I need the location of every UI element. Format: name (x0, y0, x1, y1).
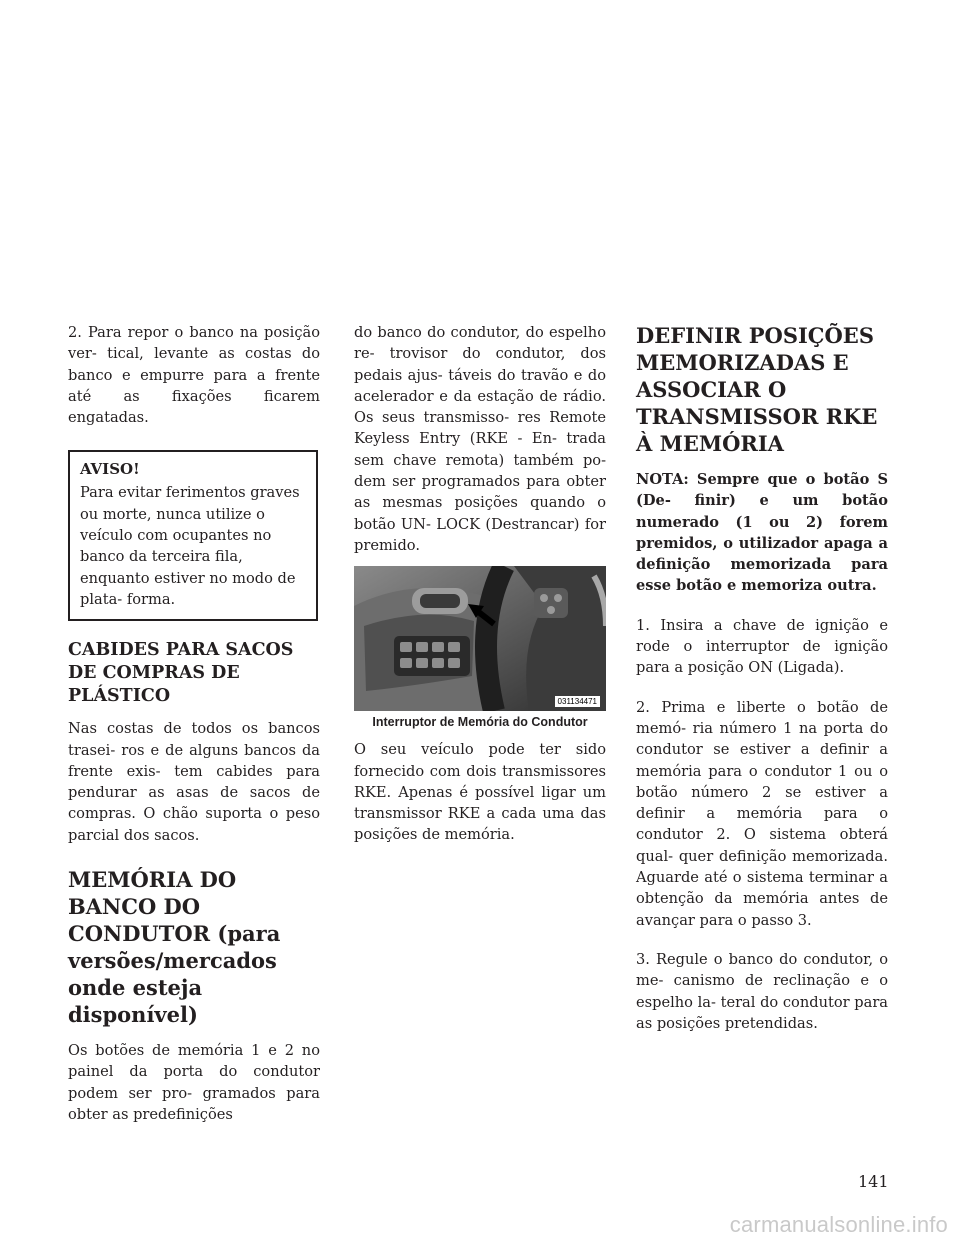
warning-text: Para evitar ferimentos graves ou morte, nunca utilize o veículo com ocupantes no banco da terceira fila, enquanto estiver no modo de plata- forma. (80, 484, 300, 608)
column-left (68, 322, 320, 1125)
column-right (636, 322, 888, 1034)
warning-box (68, 450, 318, 621)
step-2: 2. Prima e liberte o botão de memó- ria número 1 na porta do condutor se estiver a definir a memória para o condutor 1 ou o botão número 2 se estiver a definir a memória para o condutor 2. O sistema obterá qual- quer definição memorizada. Aguarde até o sistema terminar a obtenção da memória antes de avançar para o passo 3. (636, 698, 888, 929)
paragraph-memoria: Os botões de memória 1 e 2 no painel da porta do condutor podem ser pro- gramados para obter as predefinições (68, 1042, 320, 1123)
heading-definir-posicoes: DEFINIR POSIÇÕES MEMORIZADAS E ASSOCIAR O TRANSMISSOR RKE À MEMÓRIA (636, 323, 878, 456)
paragraph-cabides: Nas costas de todos os bancos trasei- ros e de alguns bancos da frente exis- tem cabides para pendurar as asas de sacos de compras. O chão suporta o peso parcial dos sacos. (68, 720, 320, 844)
note-paragraph: NOTA: Sempre que o botão S (De- finir) e um botão numerado (1 ou 2) forem premidos, o utilizador apaga a definição memorizada para esse botão e memoriza outra. (636, 471, 888, 595)
heading-cabides: CABIDES PARA SACOS DE COMPRAS DE PLÁSTICO (68, 640, 294, 707)
watermark: carmanualsonline.info (729, 1212, 948, 1237)
heading-memoria-banco: MEMÓRIA DO BANCO DO CONDUTOR (para versões/mercados onde esteja disponível) (68, 867, 281, 1028)
figure-code: 031134471 (555, 696, 600, 707)
column-middle (354, 322, 606, 846)
paragraph-continuation: do banco do condutor, do espelho re- trovisor do condutor, dos pedais ajus- táveis do travão e do acelerador e da estação de rádio. Os seus transmisso- res Remote Keyless Entry (RKE - En- trada sem chave remota) também po- dem ser programados para obter as mesmas posições quando o botão UN- LOCK (Destrancar) for premido. (354, 324, 606, 554)
memory-switch-photo (354, 566, 606, 711)
paragraph-rke: O seu veículo pode ter sido fornecido com dois transmissores RKE. Apenas é possível ligar um transmissor RKE a cada uma das posições de memória. (354, 741, 606, 844)
step-1: 1. Insira a chave de ignição e rode o interruptor de ignição para a posição ON (Ligada). (636, 616, 888, 677)
step-3: 3. Regule o banco do condutor, o me- canismo de reclinação e o espelho la- teral do condutor para as posições pretendidas. (636, 950, 888, 1032)
warning-title: AVISO! (80, 460, 140, 479)
figure-caption: Interruptor de Memória do Condutor (372, 715, 588, 730)
page-number: 141 (858, 1172, 889, 1191)
paragraph-step-2: 2. Para repor o banco na posição ver- tical, levante as costas do banco e empurre para a frente até as fixações ficarem engatadas. (68, 324, 320, 427)
door-panel-illustration (354, 566, 606, 711)
